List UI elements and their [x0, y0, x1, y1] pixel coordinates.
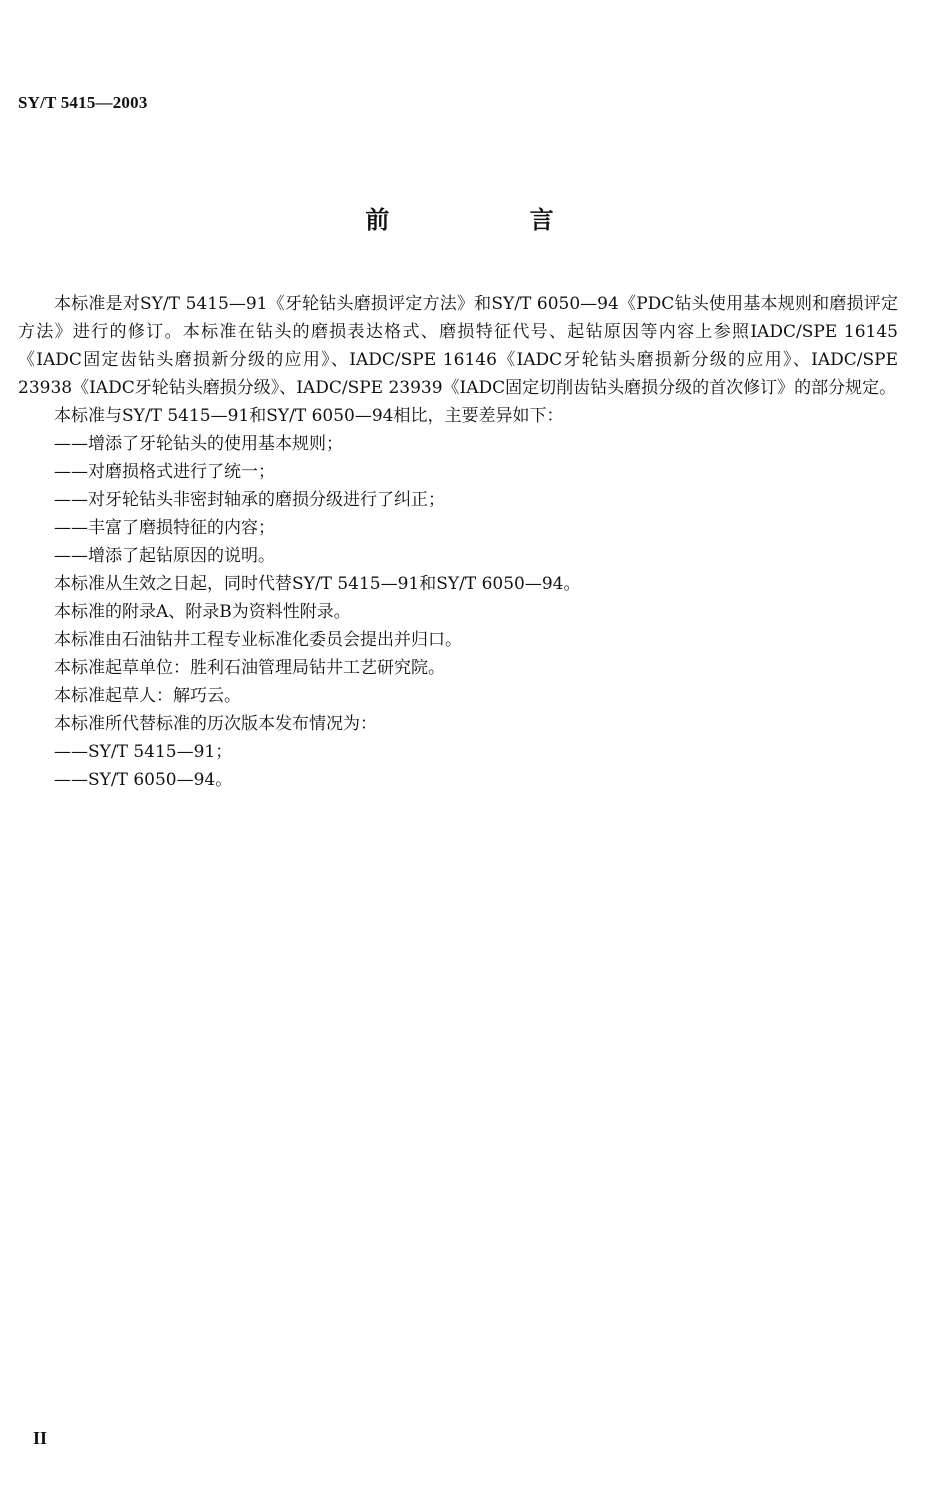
difference-item: ——对牙轮钻头非密封轴承的磨损分级进行了纠正；: [54, 490, 445, 510]
history-item: ——SY/T 5415—91；: [54, 742, 233, 762]
paragraph-drafter: 本标准起草人：解巧云。: [54, 686, 241, 706]
difference-item: ——对磨损格式进行了统一；: [54, 462, 275, 482]
page-number: II: [33, 1428, 48, 1448]
paragraph-appendices: 本标准的附录A、附录B为资料性附录。: [54, 602, 351, 622]
difference-item: ——增添了起钻原因的说明。: [54, 546, 275, 566]
paragraph-revision-basis: 本标准是对SY/T 5415—91《牙轮钻头磨损评定方法》和SY/T 6050—94《PDC钻头使用基本规则和磨损评定方法》进行的修订。本标准在钻头的磨损表达格式、磨损特征代号、起钻原因等内容上参照IADC/SPE 16145《IADC固定齿钻头磨损新分级的应用》、IADC/SPE 16146《IADC牙轮钻头磨损新分级的应用》、IADC/SPE 23938《IADC牙轮钻头磨损分级》、IADC/SPE 23939《IADC固定切削齿钻头磨损分级的首次修订》的部分规定。: [18, 294, 898, 398]
paragraph-replacement: 本标准从生效之日起，同时代替SY/T 5415—91和SY/T 6050—94。: [54, 574, 581, 594]
paragraph-differences-intro: 本标准与SY/T 5415—91和SY/T 6050—94相比，主要差异如下：: [54, 406, 564, 426]
paragraph-drafting-unit: 本标准起草单位：胜利石油管理局钻井工艺研究院。: [54, 658, 445, 678]
paragraph-proposer: 本标准由石油钻井工程专业标准化委员会提出并归口。: [54, 630, 462, 650]
difference-item: ——丰富了磨损特征的内容；: [54, 518, 275, 538]
standard-code-header: SY/T 5415—2003: [18, 93, 148, 112]
history-item: ——SY/T 6050—94。: [54, 770, 233, 790]
paragraph-history-intro: 本标准所代替标准的历次版本发布情况为：: [54, 714, 377, 734]
foreword-body: [18, 290, 898, 794]
difference-item: ——增添了牙轮钻头的使用基本规则；: [54, 434, 343, 454]
page-title: 前 言: [365, 206, 620, 234]
